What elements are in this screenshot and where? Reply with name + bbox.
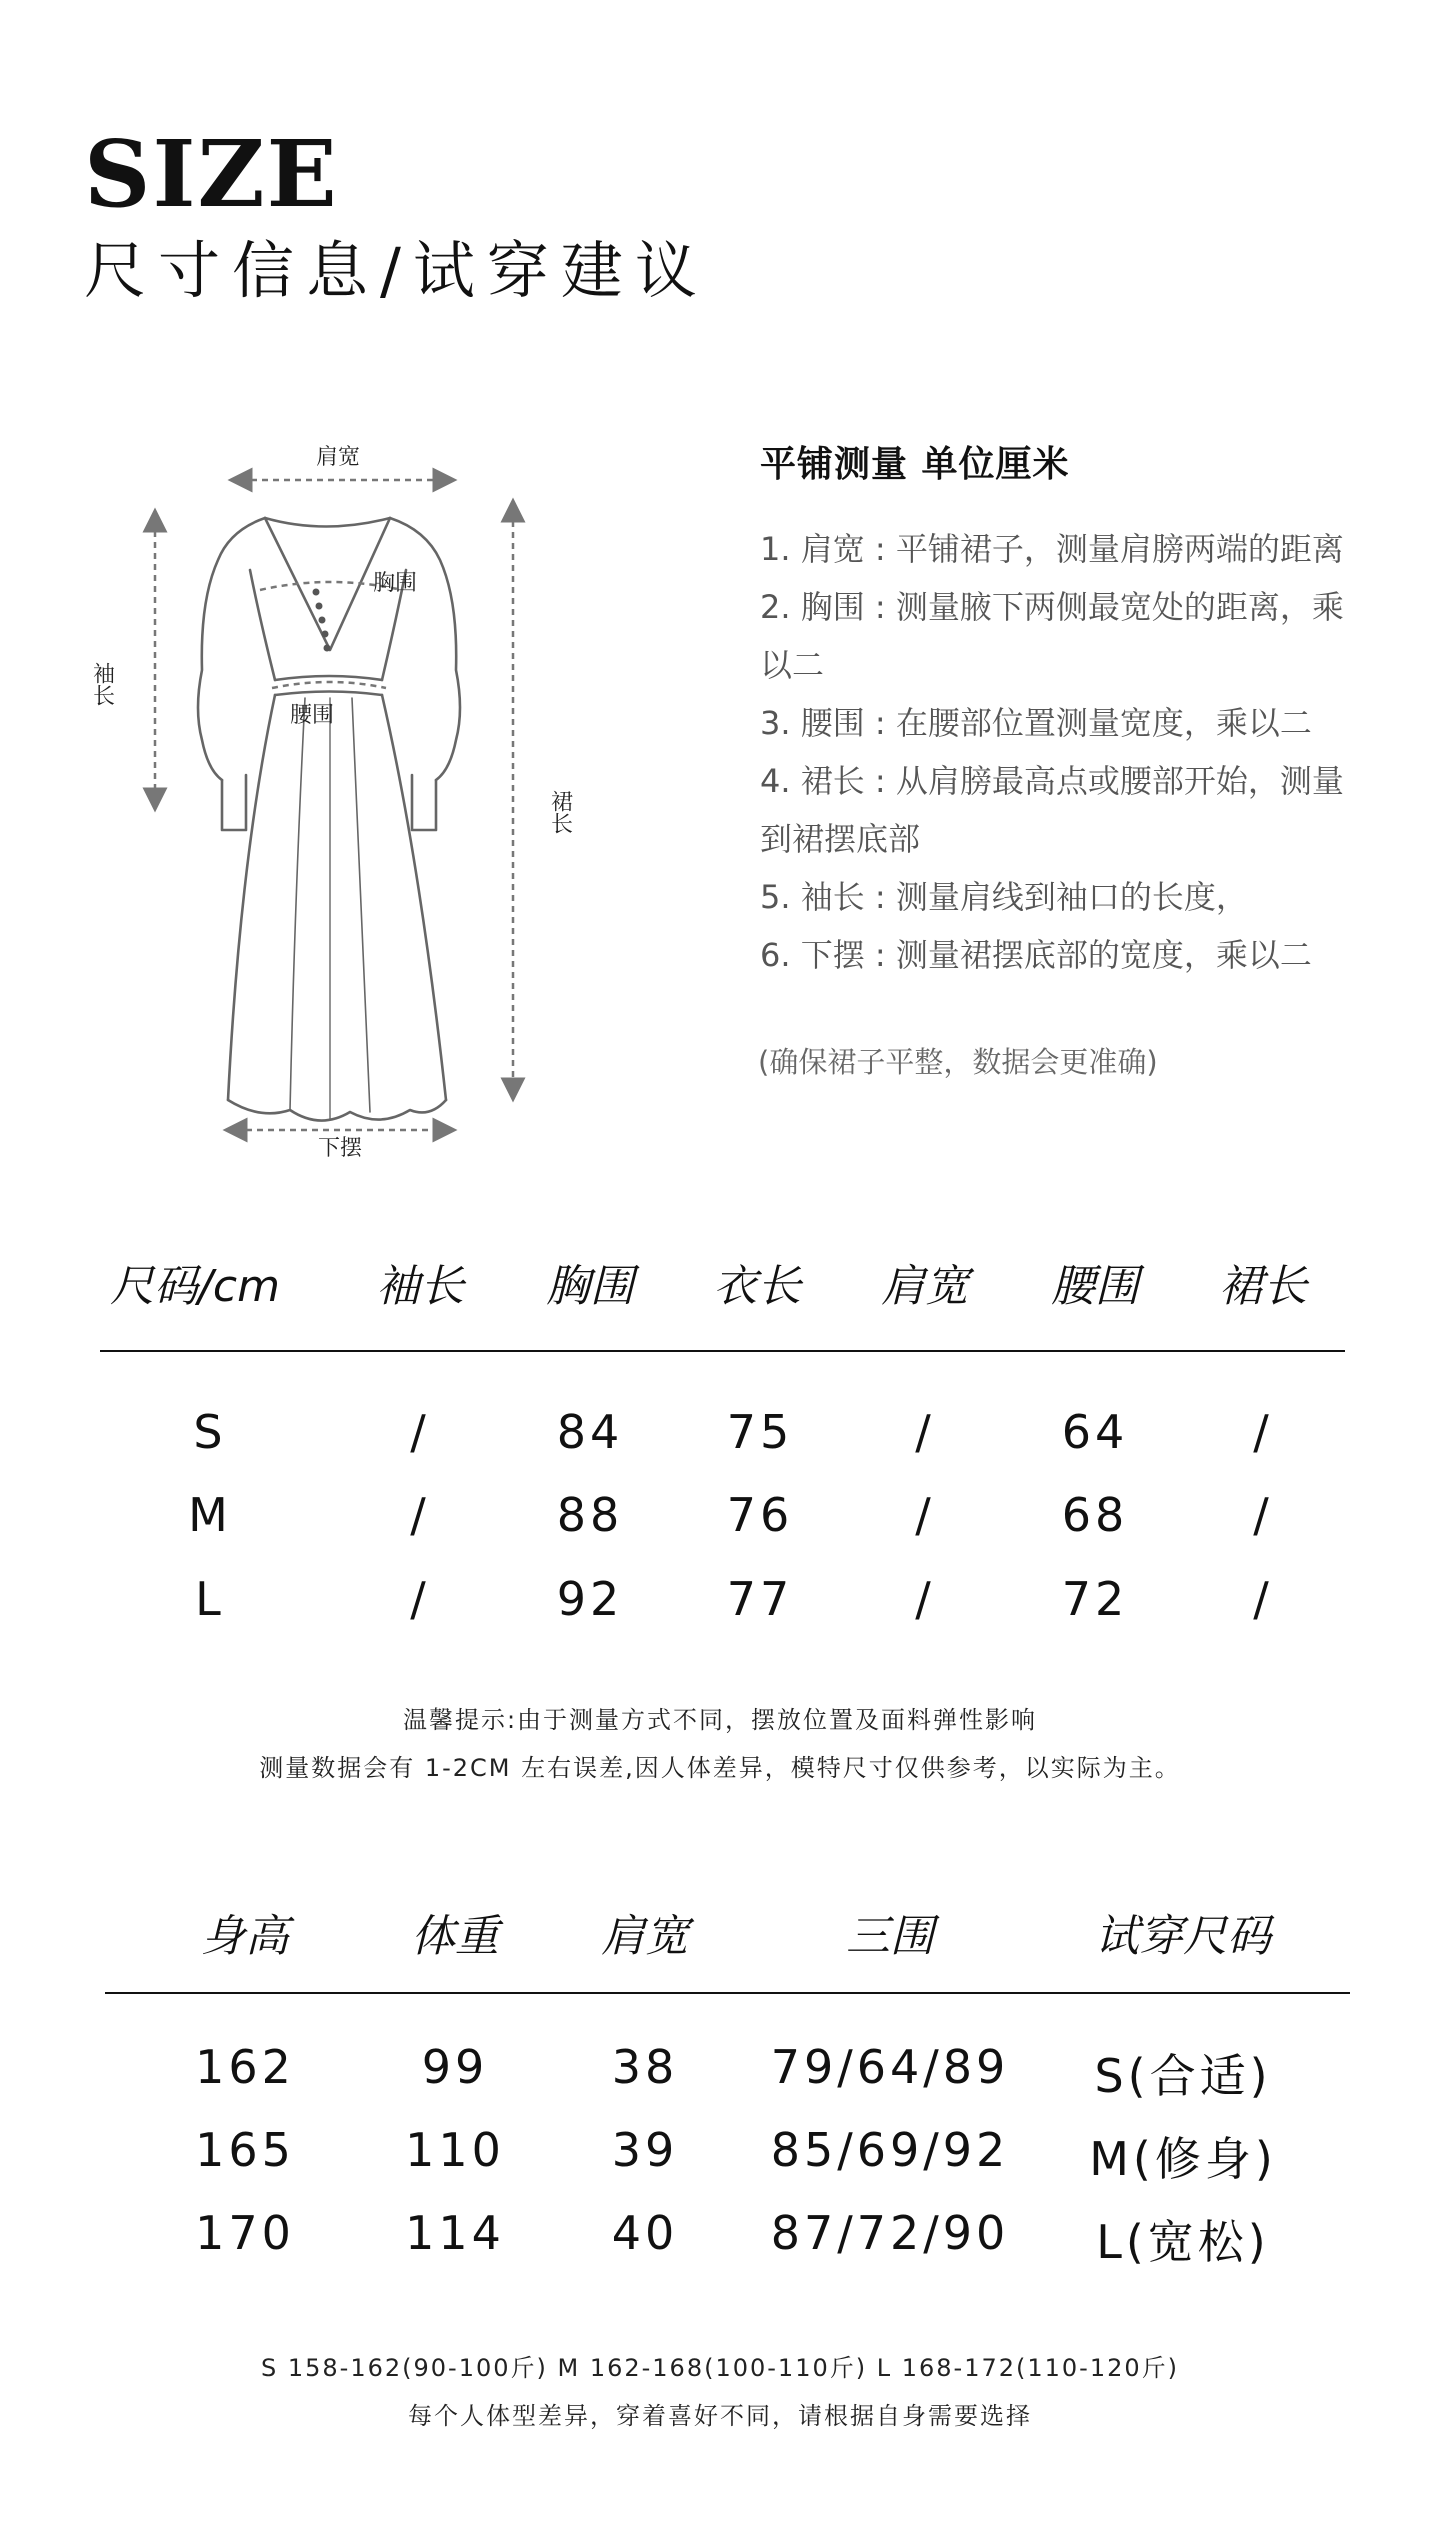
page-title-en: SIZE (84, 120, 339, 228)
cell: 40 (611, 2206, 679, 2260)
cell: / (1253, 1572, 1273, 1626)
cell: 99 (421, 2040, 489, 2094)
tip-line-1: 温馨提示:由于测量方式不同，摆放位置及面料弹性影响 (402, 1706, 1038, 1734)
header-cell: 体重 (411, 1911, 499, 1962)
cell: / (410, 1488, 430, 1542)
header-cell: 身高 (201, 1911, 289, 1962)
footer-line-1: S 158-162(90-100斤) M 162-168(100-110斤) L 168-172(110-120斤) (260, 2354, 1180, 2382)
cell: 110 (405, 2123, 505, 2177)
cell: S(合适) (1094, 2049, 1272, 2103)
measure-note: 1. 肩宽 : 平铺裙子，测量肩膀两端的距离 (760, 530, 1344, 568)
label-hem: 下摆 (318, 1136, 363, 1160)
measure-note: 以二 (760, 646, 825, 684)
cell: / (915, 1488, 935, 1542)
cell: 75 (726, 1405, 794, 1459)
header-cell: 尺码/cm (110, 1261, 280, 1312)
header-cell: 试穿尺码 (1095, 1911, 1271, 1962)
label-shoulder: 肩宽 (316, 445, 361, 470)
cell: 72 (1061, 1572, 1129, 1626)
cell: 165 (195, 2123, 295, 2177)
measure-notes (760, 520, 1380, 984)
cell: 79/64/89 (770, 2040, 1010, 2094)
cell: 38 (611, 2040, 679, 2094)
cell: 84 (556, 1405, 624, 1459)
cell: L(宽松) (1096, 2215, 1270, 2269)
header-cell: 衣长 (713, 1261, 801, 1312)
cell: 92 (556, 1572, 624, 1626)
header-cell: 裙长 (1219, 1261, 1307, 1312)
cell: / (1253, 1488, 1273, 1542)
cell: 88 (556, 1488, 624, 1542)
dress-diagram (90, 440, 610, 1160)
cell: / (410, 1405, 430, 1459)
measure-note: 5. 袖长 : 测量肩线到袖口的长度， (760, 878, 1248, 916)
header-cell: 腰围 (1051, 1261, 1139, 1312)
cell: 39 (611, 2123, 679, 2177)
cell: / (915, 1405, 935, 1459)
measure-note: 3. 腰围 : 在腰部位置测量宽度，乘以二 (760, 704, 1312, 742)
label-sleeve: 袖长 (90, 662, 115, 706)
footer-line-2: 每个人体型差异，穿着喜好不同，请根据自身需要选择 (408, 2402, 1032, 2430)
measure-note: 2. 胸围 : 测量腋下两侧最宽处的距离，乘 (760, 588, 1344, 626)
cell: 68 (1061, 1488, 1129, 1542)
header-cell: 肩宽 (881, 1261, 969, 1312)
cell: 85/69/92 (770, 2123, 1010, 2177)
cell: L (195, 1572, 225, 1626)
cell: 87/72/90 (770, 2206, 1010, 2260)
measure-title: 平铺测量 单位厘米 (760, 444, 1070, 485)
cell: 114 (405, 2206, 505, 2260)
cell: / (1253, 1405, 1273, 1459)
measure-aside: (确保裙子平整，数据会更准确) (758, 1045, 1158, 1079)
label-waist: 腰围 (290, 703, 335, 728)
cell: / (915, 1572, 935, 1626)
cell: M(修身) (1089, 2132, 1277, 2186)
cell: / (410, 1572, 430, 1626)
cell: 170 (195, 2206, 295, 2260)
dress-outline-icon (198, 518, 460, 1121)
cell: M (188, 1488, 232, 1542)
label-skirt: 裙长 (547, 790, 573, 834)
divider (100, 1350, 1345, 1352)
cell: 64 (1061, 1405, 1129, 1459)
header-cell: 肩宽 (601, 1911, 689, 1962)
measure-note: 到裙摆底部 (760, 820, 921, 858)
label-bust: 胸围 (373, 571, 418, 596)
cell: S (193, 1405, 227, 1459)
measure-note: 4. 裙长 : 从肩膀最高点或腰部开始，测量 (760, 762, 1344, 800)
cell: 76 (726, 1488, 794, 1542)
divider (105, 1992, 1350, 1994)
measure-note: 6. 下摆 : 测量裙摆底部的宽度，乘以二 (760, 936, 1312, 974)
cell: 162 (195, 2040, 295, 2094)
cell: 77 (726, 1572, 794, 1626)
header-cell: 袖长 (376, 1261, 464, 1312)
tip-line-2: 测量数据会有 1-2CM 左右误差,因人体差异，模特尺寸仅供参考，以实际为主。 (259, 1754, 1181, 1782)
header-cell: 三围 (846, 1911, 934, 1962)
page-title-cn: 尺寸信息/试穿建议 (84, 234, 709, 307)
header-cell: 胸围 (546, 1261, 634, 1312)
